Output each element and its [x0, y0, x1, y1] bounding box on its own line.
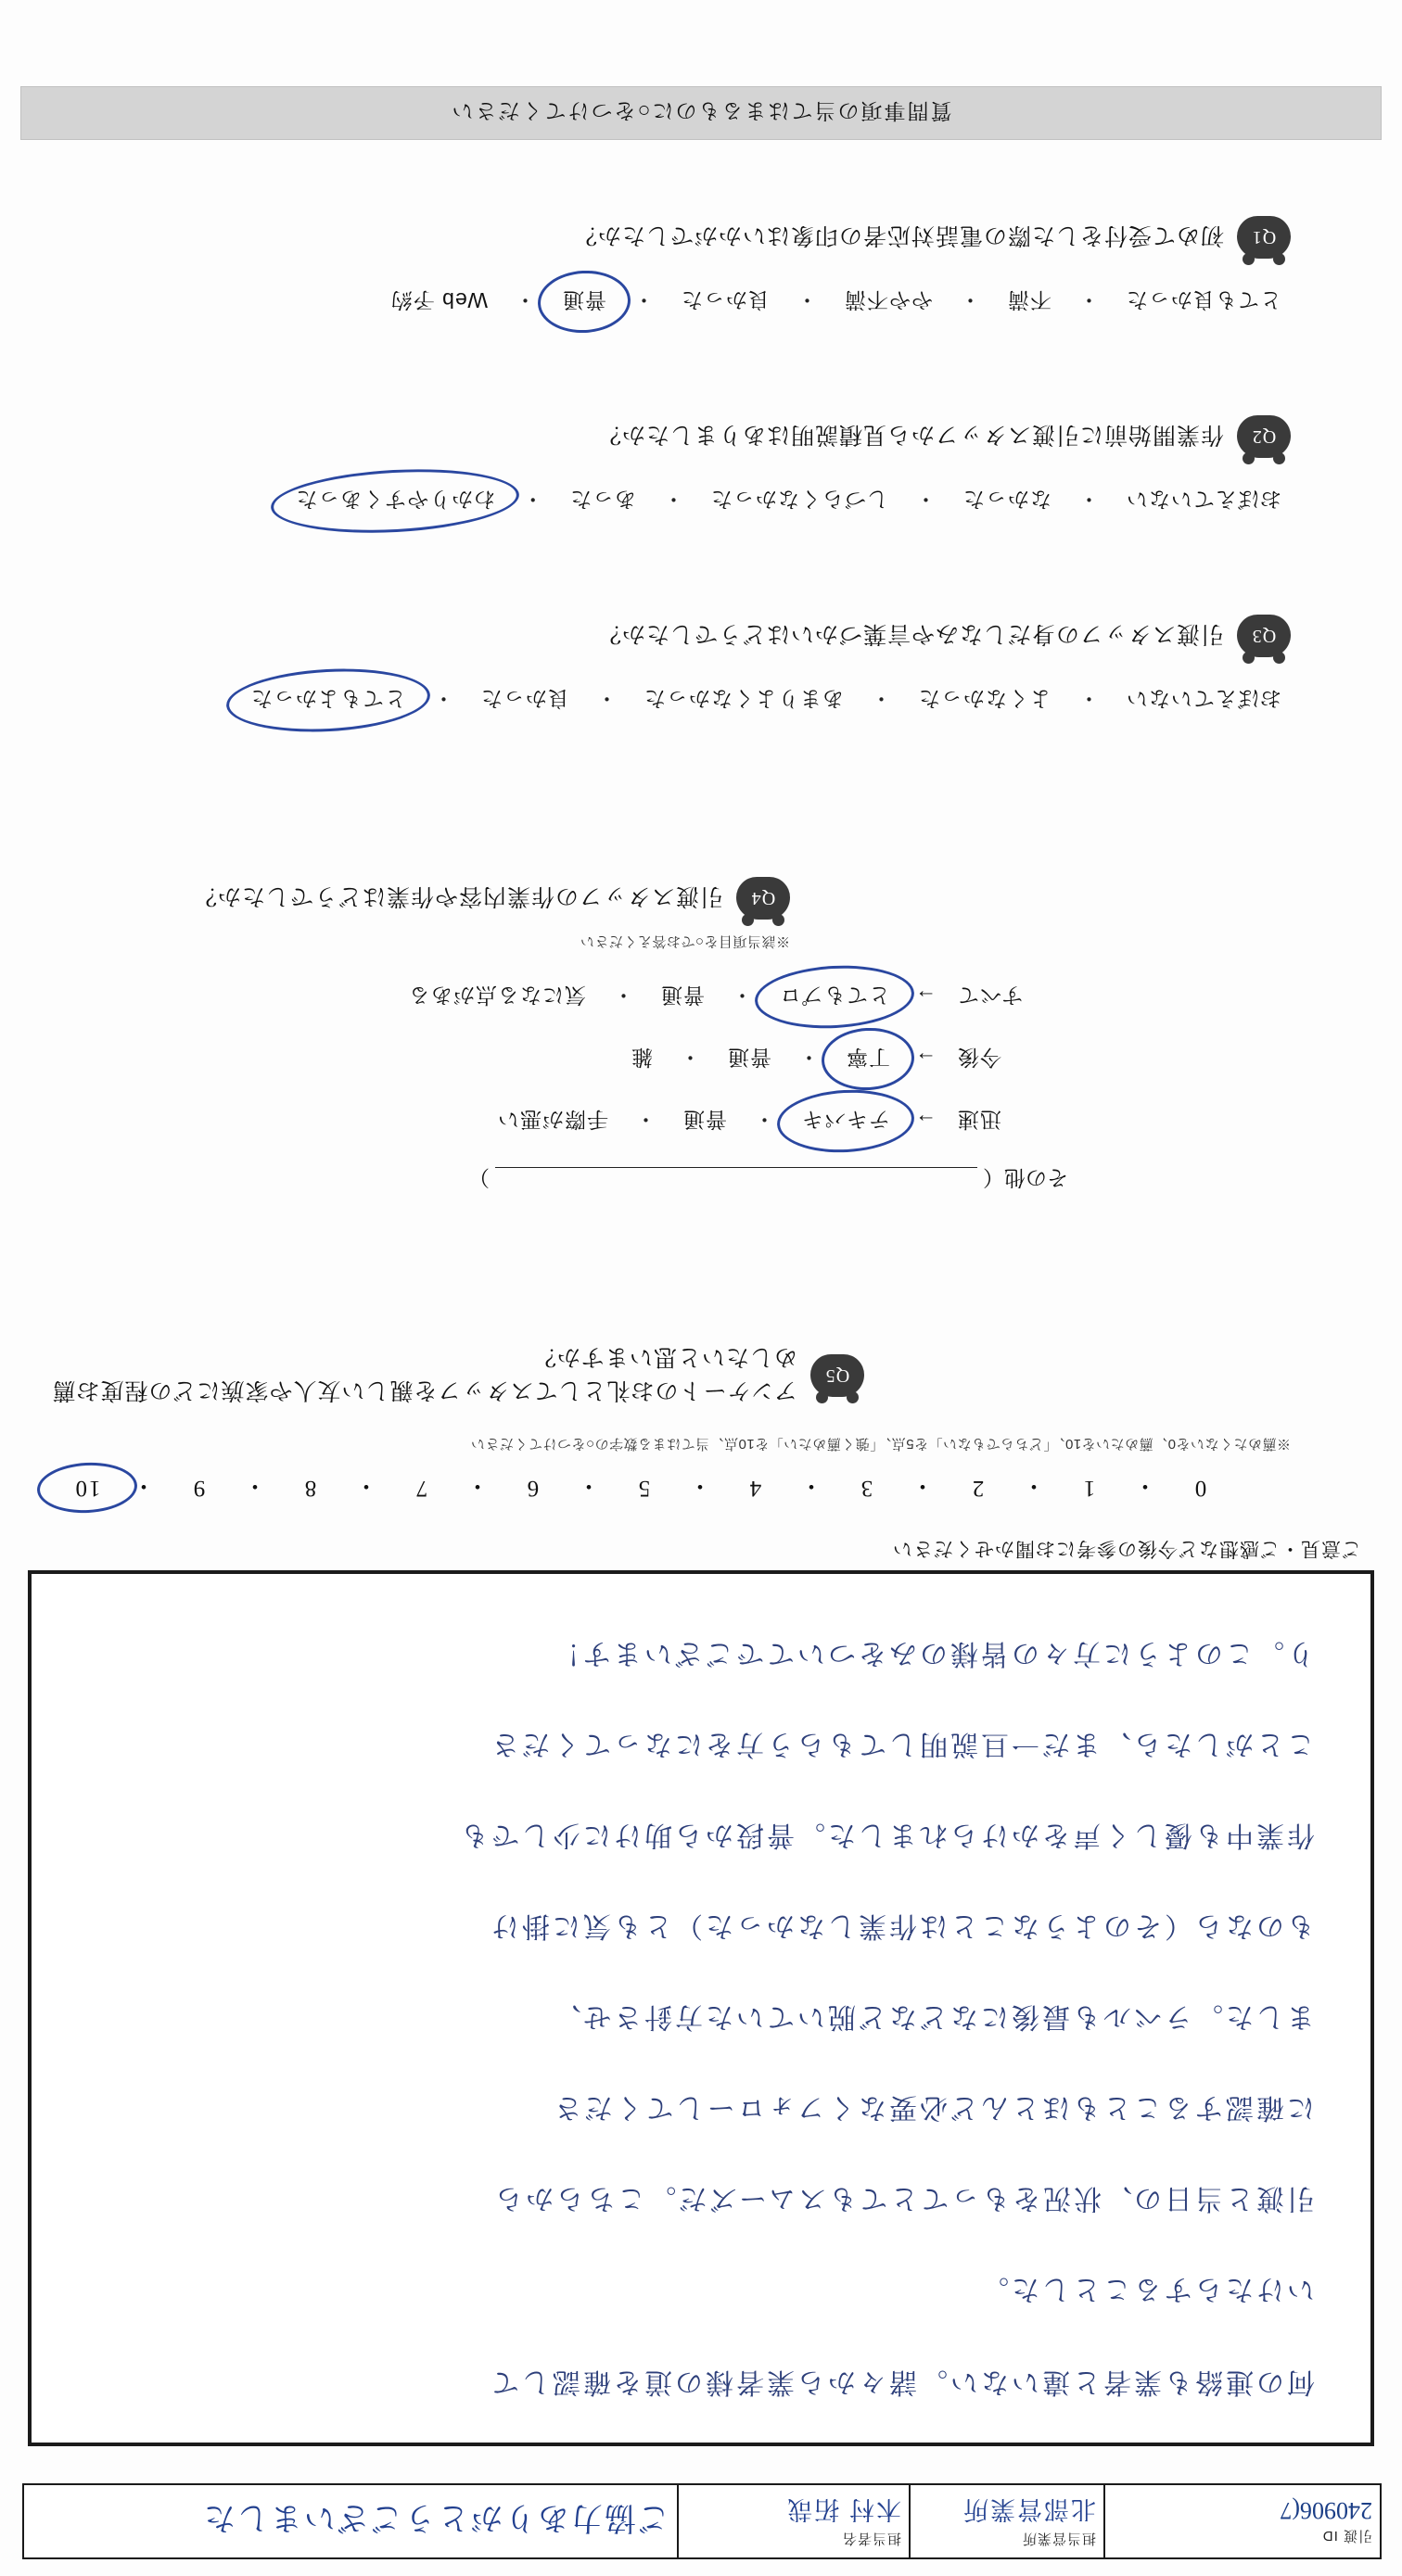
- q1-opt-5[interactable]: 普通: [553, 283, 616, 321]
- q4-row-3-opt-3[interactable]: 手際が悪い: [497, 1108, 608, 1132]
- header-staff-cell: [677, 2483, 909, 2559]
- q3-head: [48, 615, 1291, 657]
- q3-opt-2[interactable]: 良かった: [480, 687, 569, 711]
- q2-head: [48, 415, 1291, 458]
- q4-row-1: すべて → とてもプロ ・ 普通 ・ 気になる点がある: [48, 978, 1068, 1016]
- q2-opt-4[interactable]: なかった: [962, 488, 1052, 512]
- comment-line-6: ものなら（そのようなことは作業しなかった）とも気に掛け: [489, 1910, 1315, 1941]
- q4-row-2-opt-3[interactable]: 雑: [631, 1046, 653, 1070]
- comment-line-5: ました。ラベルも最後になどなど脱いていた方針させ、: [550, 2001, 1315, 2032]
- q3-badge: Q3: [1237, 615, 1291, 657]
- header-free-value: ご協力ありがとうございました: [202, 2500, 669, 2535]
- question-q1: [48, 216, 1346, 337]
- comment-line-2: いけたらすることした。: [978, 2274, 1315, 2304]
- header-free-cell: [22, 2483, 677, 2559]
- q1-opt-2[interactable]: 良かった: [681, 288, 770, 312]
- q2-text: 作業開始前に引渡スタッフから見積説明はありましたか？: [596, 422, 1224, 448]
- header-staff-label: 担当者名: [841, 2531, 901, 2546]
- header-id-cell: [1103, 2483, 1382, 2559]
- q5-head: [48, 1342, 864, 1409]
- q5-scale-6[interactable]: 6: [525, 1476, 540, 1501]
- q5-scale-0[interactable]: 0: [1192, 1476, 1207, 1501]
- q5-scale-4[interactable]: 4: [747, 1476, 762, 1501]
- q2-opt-2[interactable]: あった: [569, 488, 636, 512]
- free-comment-box: [28, 1570, 1374, 2446]
- q4-row-3-opt-2[interactable]: 普通: [682, 1108, 727, 1132]
- q1-head: [48, 216, 1291, 259]
- comment-line-4: に確認することもほとんど必要なくフォローしてくださ: [551, 2092, 1315, 2123]
- sheet-header-row: [22, 2483, 1382, 2559]
- q4-badge: Q4: [736, 877, 790, 920]
- comment-line-9: り。このように方々の皆様のみをついてでございます！: [550, 1638, 1315, 1669]
- q1-opt-1[interactable]: とても良かった: [1126, 288, 1281, 312]
- q2-badge: Q2: [1237, 415, 1291, 458]
- question-q5: [48, 1342, 1346, 1529]
- question-q3: [48, 615, 1346, 736]
- header-branch-value: 北部営業所: [962, 2495, 1096, 2523]
- q4-row-3-label: 迅速: [957, 1108, 1001, 1132]
- q5-scale-2[interactable]: 2: [970, 1476, 985, 1501]
- q2-opt-3[interactable]: しづらくなかった: [710, 488, 888, 512]
- q1-options: とても良かった ・ 不満 ・ やや不満 ・ 良かった ・ 普通 ・ Web 予約: [48, 283, 1291, 321]
- question-q4: [48, 877, 1346, 1223]
- q5-text: アンケートのお礼としてスタッフを親しい友人や家族にどの程度お薦めしたいと思いますか？: [51, 1344, 797, 1403]
- header-staff-value: 木村 拓哉: [785, 2495, 901, 2523]
- q4-other-close: ）: [468, 1166, 490, 1190]
- q4-row-3-opt-1[interactable]: テキパキ: [792, 1102, 899, 1140]
- comment-line-7: 作業中も優しく声をかけられました。普段から助けに少しでも: [458, 1820, 1315, 1850]
- q5-scale: 0 ・ 1 ・ 2 ・ 3 ・ 4 ・ 5 ・ 6 ・ 7 ・ 8 ・ 9 ・ 10: [48, 1471, 1235, 1504]
- q4-row-2-opt-2[interactable]: 普通: [727, 1046, 771, 1070]
- header-branch-cell: [909, 2483, 1103, 2559]
- q4-other-input[interactable]: [495, 1167, 977, 1192]
- question-q2: [48, 415, 1346, 537]
- q3-text: 引渡スタッフの身だしなみや言葉づかいはどうでしたか？: [596, 621, 1224, 647]
- q4-note: ※該当項目を○でお答えください: [580, 933, 790, 949]
- q4-other-row: [48, 1164, 1068, 1195]
- q1-opt-4[interactable]: 不満: [1007, 288, 1052, 312]
- q4-other-open: （: [983, 1166, 1004, 1190]
- q1-opt-6[interactable]: Web 予約: [389, 288, 488, 312]
- q4-row-2-arrow-icon: →: [914, 1047, 937, 1072]
- q4-row-2-opt-1[interactable]: 丁寧: [836, 1040, 899, 1078]
- q4-row-1-opt-3[interactable]: 気になる点がある: [408, 983, 586, 1008]
- header-id-label: 引渡 ID: [1321, 2528, 1372, 2544]
- q5-scale-10[interactable]: 10: [52, 1475, 122, 1501]
- header-branch-label: 担当営業所: [1021, 2531, 1096, 2546]
- comment-line-3: 引渡と当日の、状況をもってとてもスムーズだ。こちらから: [492, 2183, 1315, 2214]
- q5-scale-3[interactable]: 3: [859, 1476, 873, 1501]
- comment-line-1: 何の連絡も業者と違いない。諸々から業者様の道を確認して: [489, 2367, 1315, 2397]
- q2-opt-5[interactable]: おぼえていない: [1126, 488, 1281, 512]
- q3-options: おぼえていない ・ よくなかった ・ あまりよくなかった ・ 良かった ・ とてもよかった: [48, 681, 1291, 719]
- q3-opt-3[interactable]: あまりよくなかった: [644, 687, 844, 711]
- q5-scale-7[interactable]: 7: [414, 1476, 428, 1501]
- q2-options: おぼえていない ・ なかった ・ しづらくなかった ・ あった ・ わかりやすくあった: [48, 482, 1291, 520]
- q4-other-label: その他: [1004, 1166, 1068, 1190]
- q5-scale-9[interactable]: 9: [191, 1476, 206, 1501]
- q5-scale-5[interactable]: 5: [636, 1476, 651, 1501]
- q1-text: 初めて受付をした際の電話対応者の印象はいかがでしたか？: [572, 222, 1224, 248]
- q4-row-1-arrow-icon: →: [914, 985, 937, 1009]
- q4-text: 引渡スタッフの作業内容や作業はどうでしたか？: [192, 883, 723, 909]
- q3-opt-1[interactable]: とてもよかった: [241, 681, 415, 719]
- comment-line-8: ことがしたら、まだ一旦説明してもらう方をになってくださ: [489, 1729, 1315, 1759]
- q3-opt-4[interactable]: よくなかった: [918, 687, 1052, 711]
- q4-row-2-label: 今後: [957, 1046, 1001, 1070]
- free-comment-label: ご意見・ご感想など今後の参考にお聞かせください: [892, 1538, 1361, 1559]
- q5-scale-1[interactable]: 1: [1081, 1476, 1096, 1501]
- q4-row-2: 今後 → 丁寧 ・ 普通 ・ 雑: [48, 1040, 1068, 1078]
- q5-note: ※薦めたくないを0、薦めたいを10、「どちらでもない」を5点、「強く薦めたい」を10点、当てはまる数字の○をつけてください: [470, 1436, 1291, 1452]
- q4-row-3: 迅速 → テキパキ ・ 普通 ・ 手際が悪い: [48, 1102, 1068, 1140]
- q4-row-3-arrow-icon: →: [914, 1110, 937, 1134]
- q1-opt-3[interactable]: やや不満: [844, 288, 933, 312]
- q5-scale-8[interactable]: 8: [302, 1476, 317, 1501]
- q1-badge: Q1: [1237, 216, 1291, 259]
- q4-head: [48, 877, 790, 920]
- instruction-title-bar: 質問事項の当てはまるものに○をつけてください: [20, 86, 1382, 140]
- q4-row-1-opt-2[interactable]: 普通: [660, 983, 705, 1008]
- header-id-value: 240906(7: [1280, 2497, 1372, 2524]
- q3-opt-5[interactable]: おぼえていない: [1126, 687, 1281, 711]
- q4-row-1-opt-1[interactable]: とてもプロ: [770, 978, 899, 1016]
- q5-badge: Q5: [810, 1354, 864, 1397]
- q4-row-1-label: すべて: [957, 983, 1024, 1008]
- q2-opt-1[interactable]: わかりやすくあった: [286, 482, 504, 520]
